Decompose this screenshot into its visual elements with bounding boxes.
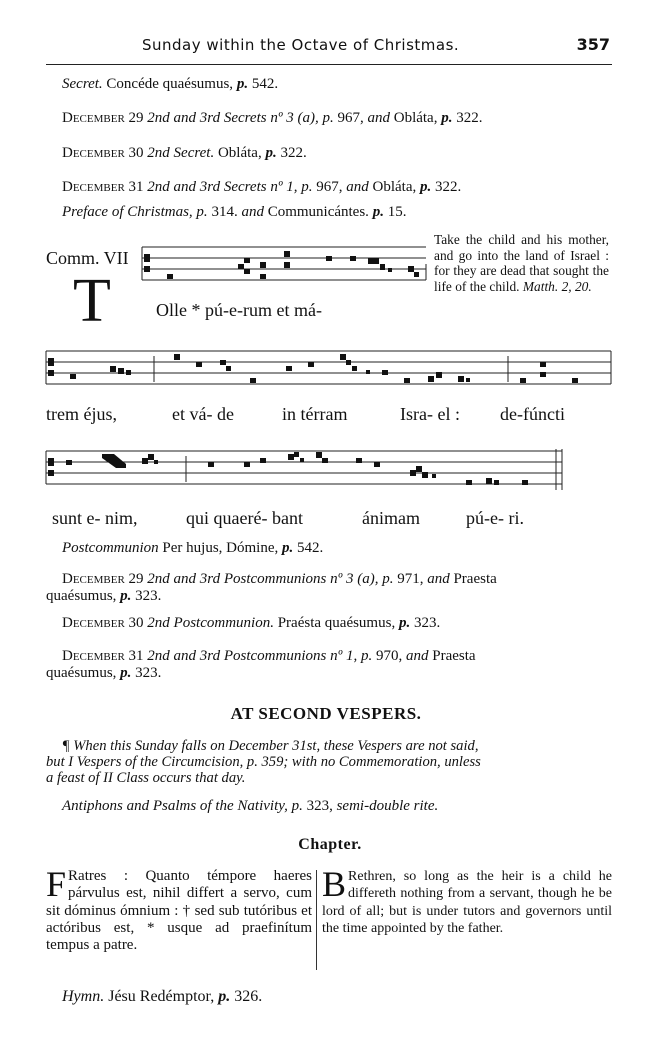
translation-text: Take the child and his mother, and go into the land of Israel : for they are dead that sought the life of the child. [434, 232, 609, 294]
day: 31 [124, 179, 148, 195]
english-text: Rethren, so long as the heir is a child he differeth nothing from a servant, though he be lord of all; but is under tutors and governors until the time appointed by the father. [322, 869, 612, 936]
preface-rubric: Preface of Christmas, p. [62, 204, 208, 220]
dec31-postcommunion-line-2 [46, 665, 161, 682]
lyric-line-2-syl-3: in térram [282, 404, 348, 424]
secret-label: Secret. [62, 76, 103, 92]
secret-line [62, 76, 278, 93]
page-ref: 970, [372, 648, 406, 664]
antiphons-line [62, 798, 438, 815]
page-ref: 15. [383, 204, 407, 220]
day: 30 [124, 615, 148, 631]
scripture-ref: Matth. 2, 20. [522, 278, 592, 294]
day: 31 [124, 648, 148, 664]
incipit: Obláta, [214, 145, 266, 161]
incipit: quaésumus, [46, 588, 121, 604]
antiphons-rubric: Antiphons and Psalms of the Nativity, p. [62, 798, 303, 814]
incipit: Obláta, [389, 110, 442, 126]
dec30-secret-line [62, 145, 307, 162]
rubric: 2nd and 3rd Postcommunions nº 3 (a), p. [147, 571, 394, 587]
dec29-postcommunion-line-2 [46, 588, 161, 605]
page-abbr: p. [398, 615, 411, 631]
conj: and [367, 110, 390, 126]
rubric: 2nd Secret. [147, 145, 215, 161]
page-abbr: p. [236, 76, 249, 92]
chant-staff-3 [46, 446, 566, 496]
page-ref: 326. [230, 988, 263, 1005]
rite: semi-double rite. [336, 798, 439, 814]
secret-text: Concéde quaésumus, [102, 76, 237, 92]
page-ref: 967, [333, 110, 368, 126]
page-abbr: p. [441, 110, 453, 126]
vespers-rubric-note [46, 738, 612, 786]
note-line-2: but I Vespers of the Circumcision, p. 359; with no Commemoration, unless [46, 754, 481, 770]
dec31-secret-line [62, 179, 461, 196]
page-abbr: p. [419, 179, 432, 195]
latin-initial: F [46, 864, 67, 904]
dec29-secret-line [62, 110, 482, 127]
lyric-line-2-syl-2: et vá- de [172, 404, 234, 424]
month: December [62, 615, 125, 631]
page-abbr: p. [282, 540, 294, 556]
page-ref: 322. [452, 110, 483, 126]
page-ref: 322. [276, 145, 307, 161]
page-ref: 323. [131, 665, 162, 681]
lyric-line-2-syl-4: Isra- el : [400, 404, 460, 424]
rubric: 2nd and 3rd Secrets nº 1, p. [147, 179, 313, 195]
lyric-line-3-syl-2: qui quaeré- bant [186, 508, 303, 528]
english-initial: B [322, 864, 347, 904]
chapter-heading: Chapter. [298, 836, 362, 853]
incipit: Obláta, [368, 179, 420, 195]
incipit: Jésu Redémptor, [104, 988, 219, 1005]
rubric: 2nd and 3rd Postcommunions nº 1, p. [147, 648, 373, 664]
postcommunion-line [62, 540, 323, 557]
preface-line [62, 204, 406, 221]
chapter-english [322, 864, 612, 937]
vespers-heading: AT SECOND VESPERS. [230, 704, 422, 723]
note-line-1: ¶ When this Sunday falls on December 31st, these Vespers are not said, [62, 738, 479, 754]
page-ref: 542. [293, 540, 324, 556]
page-ref: 967, [312, 179, 347, 195]
conj: and [241, 204, 264, 220]
conj: and [346, 179, 369, 195]
running-header [46, 36, 612, 65]
day: 29 [124, 110, 148, 126]
communion-label: Comm. VII [46, 248, 129, 268]
month: December [62, 571, 125, 587]
hymn-label: Hymn. [62, 988, 105, 1005]
incipit: Praesta [428, 648, 476, 664]
month: December [62, 179, 125, 195]
page-ref: 323. [410, 615, 441, 631]
lyric-line-2-syl-1: trem éjus, [46, 404, 117, 424]
lyric-line-2-syl-5: de-fúncti [500, 404, 565, 424]
page-ref: 314. [207, 204, 242, 220]
rubric: 2nd Postcommunion. [147, 615, 274, 631]
latin-text: Ratres : Quanto témpore haeres párvulus est, nihil differt a servo, cum sit dóminus ómnium : † sed sub tutóribus et actóribus est, * usque ad praefinítum tempus a patre. [46, 868, 312, 954]
page-ref: 971, [393, 571, 428, 587]
incipit: Per hujus, Dómine, [158, 540, 282, 556]
rubric: 2nd and 3rd Secrets nº 3 (a), p. [147, 110, 334, 126]
page-abbr: p. [218, 988, 231, 1005]
page-ref: 542. [248, 76, 279, 92]
lyric-line-3-syl-4: pú-e- ri. [466, 508, 524, 528]
page-ref: 323, [302, 798, 337, 814]
note-line-3: a feast of II Class occurs that day. [46, 770, 246, 786]
incipit: Praesta [449, 571, 497, 587]
dec31-postcommunion-line [62, 648, 476, 665]
month: December [62, 648, 125, 664]
lyric-line-3-syl-1: sunt e- nim, [52, 508, 138, 528]
day: 29 [124, 571, 148, 587]
incipit: Praésta quaésumus, [273, 615, 399, 631]
day: 30 [124, 145, 148, 161]
running-title: Sunday within the Octave of Christmas. [142, 36, 460, 54]
hymn-line [62, 988, 262, 1006]
dec30-postcommunion-line [62, 615, 440, 632]
lyric-line-3-syl-3: ánimam [362, 508, 420, 528]
incipit: Communicántes. [263, 204, 373, 220]
column-divider [316, 870, 317, 970]
incipit: quaésumus, [46, 665, 121, 681]
month: December [62, 110, 125, 126]
lyric-line-1: Olle * pú-e-rum et má- [156, 300, 322, 320]
postcommunion-label: Postcommunion [62, 540, 159, 556]
page-ref: 323. [131, 588, 162, 604]
communion-translation [434, 232, 609, 294]
conj: and [427, 571, 450, 587]
page-number: 357 [576, 35, 610, 54]
communion-initial: T [73, 267, 111, 335]
page-abbr: p. [120, 588, 132, 604]
dec29-postcommunion-line [62, 571, 497, 588]
chapter-latin [46, 864, 312, 954]
page-ref: 322. [431, 179, 462, 195]
chant-staff-2 [46, 348, 612, 394]
chant-staff-1 [142, 244, 427, 286]
page-abbr: p. [372, 204, 384, 220]
conj: and [405, 648, 429, 664]
page-abbr: p. [120, 665, 132, 681]
page-abbr: p. [265, 145, 277, 161]
month: December [62, 145, 125, 161]
